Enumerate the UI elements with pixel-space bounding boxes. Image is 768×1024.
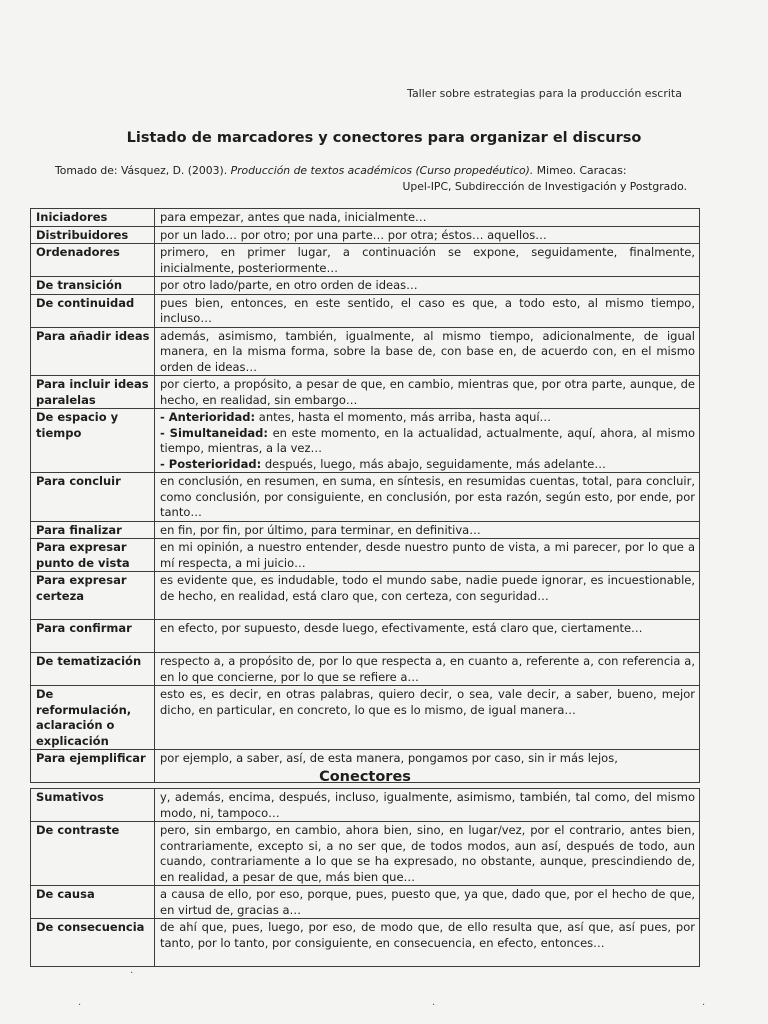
marker-category: De espacio y tiempo [31, 409, 155, 473]
citation-institution: Upel-IPC, Subdirección de Investigación y Postgrado. [402, 180, 687, 193]
marker-examples: esto es, es decir, en otras palabras, quiero decir, o sea, vale decir, a saber, bueno, mejor dicho, en particular, en concreto, lo que es lo mismo, de igual manera… [155, 686, 700, 750]
connector-category: Sumativos [31, 789, 155, 822]
connector-examples: a causa de ello, por eso, porque, pues, puesto que, ya que, dado que, por el hecho de que, en virtud de, gracias a… [155, 886, 700, 919]
sub-item-text: antes, hasta el momento, más arriba, hasta aquí… [258, 410, 552, 424]
marker-category: Para confirmar [31, 620, 155, 653]
marker-examples: en efecto, por supuesto, desde luego, efectivamente, está claro que, ciertamente… [155, 620, 700, 653]
marker-category: Para expresar certeza [31, 572, 155, 620]
marker-examples: primero, en primer lugar, a continuación se expone, seguidamente, finalmente, inicialmente, posteriormente… [155, 244, 700, 277]
table-row [31, 244, 700, 277]
marker-examples: en fin, por fin, por último, para terminar, en definitiva… [155, 521, 700, 539]
marker-category: Para ejemplificar [31, 750, 155, 783]
marker-category: Para incluir ideas paralelas [31, 376, 155, 409]
connector-examples: y, además, encima, después, incluso, igualmente, asimismo, también, tal como, del mismo modo, ni, tampoco… [155, 789, 700, 822]
table-row [31, 822, 700, 886]
sub-item [160, 426, 695, 457]
connector-examples: de ahí que, pues, luego, por eso, de modo que, de ello resulta que, así que, así pues, por tanto, por lo tanto, por consiguiente, en consecuencia, en efecto, entonces… [155, 919, 700, 967]
marker-examples: además, asimismo, también, igualmente, al mismo tiempo, adicionalmente, de igual manera, en la misma forma, sobre la base de, con base en, de acuerdo con, en el mismo orden de ideas… [155, 327, 700, 376]
sub-item-label: - Anterioridad: [160, 410, 256, 424]
marker-examples: para empezar, antes que nada, inicialmente… [155, 209, 700, 227]
marker-examples: por un lado… por otro; por una parte… por otra; éstos… aquellos… [155, 226, 700, 244]
table-row [31, 653, 700, 686]
marker-examples: pues bien, entonces, en este sentido, el caso es que, a todo esto, al mismo tiempo, incluso… [155, 294, 700, 327]
table-row [31, 521, 700, 539]
marker-category: De tematización [31, 653, 155, 686]
scan-speck: · [702, 1000, 706, 1011]
citation-publisher: Mimeo. Caracas: [536, 164, 627, 177]
connectors-table [30, 788, 700, 967]
connector-examples: pero, sin embargo, en cambio, ahora bien, sino, en lugar/vez, por el contrario, antes bien, contrariamente, excepto si, a no ser que, de todos modos, aun así, después de todo, aun cuando, contrariamente a lo que se ha expresado, no obstante, aunque, prescindiendo de, en realidad, a pesar de que, más bien que… [155, 822, 700, 886]
marker-category: Para concluir [31, 473, 155, 522]
sub-item [160, 410, 695, 426]
table-row [31, 789, 700, 822]
scan-speck: · [432, 1000, 436, 1011]
marker-category: De reformulación, aclaración o explicación [31, 686, 155, 750]
markers-table [30, 208, 700, 783]
marker-category: Distribuidores [31, 226, 155, 244]
sub-item-label: - Simultaneidad: [160, 425, 269, 440]
citation [55, 163, 687, 195]
marker-examples: en mi opinión, a nuestro entender, desde nuestro punto de vista, a mi parecer, por lo que a mí respecta, a mi juicio… [155, 539, 700, 572]
marker-category: Para expresar punto de vista [31, 539, 155, 572]
sub-item-text: después, luego, más abajo, seguidamente, más adelante… [264, 456, 606, 471]
connectors-heading: Conectores [319, 769, 411, 785]
marker-examples: por cierto, a propósito, a pesar de que, en cambio, mientras que, por otra parte, aunque, de hecho, en realidad, sin embargo… [155, 376, 700, 409]
marker-examples: por ejemplo, a saber, así, de esta manera, pongamos por caso, sin ir más lejos, [155, 750, 700, 783]
marker-examples: es evidente que, es indudable, todo el mundo sabe, nadie puede ignorar, es incuestionable, de hecho, en realidad, está claro que, con certeza, con seguridad… [155, 572, 700, 620]
table-row [31, 376, 700, 409]
sub-item-label: - Posterioridad: [160, 456, 262, 471]
marker-category: Para finalizar [31, 521, 155, 539]
marker-category: Iniciadores [31, 209, 155, 227]
connector-category: De causa [31, 886, 155, 919]
table-row [31, 327, 700, 376]
table-row [31, 686, 700, 750]
scan-speck: · [130, 968, 134, 979]
table-row [31, 620, 700, 653]
table-row [31, 919, 700, 967]
table-row [31, 209, 700, 227]
citation-work-title: Producción de textos académicos (Curso propedéutico). [230, 164, 534, 177]
table-row [31, 886, 700, 919]
citation-author: Tomado de: Vásquez, D. (2003). [55, 164, 228, 177]
marker-category: De transición [31, 277, 155, 295]
table-row [31, 294, 700, 327]
course-header: Taller sobre estrategias para la producción escrita [407, 87, 682, 100]
marker-examples: en conclusión, en resumen, en suma, en síntesis, en resumidas cuentas, total, para concluir, como conclusión, por consiguiente, en conclusión, por esta razón, según esto, por ende, por tanto… [155, 473, 700, 522]
marker-examples [155, 409, 700, 473]
marker-category: De continuidad [31, 294, 155, 327]
scan-speck: · [78, 1000, 82, 1011]
table-row [31, 277, 700, 295]
connector-category: De contraste [31, 822, 155, 886]
table-row [31, 572, 700, 620]
marker-category: Ordenadores [31, 244, 155, 277]
table-row [31, 539, 700, 572]
marker-examples: por otro lado/parte, en otro orden de ideas… [155, 277, 700, 295]
table-row [31, 226, 700, 244]
marker-examples: respecto a, a propósito de, por lo que respecta a, en cuanto a, referente a, con referencia a, en lo que concierne, por lo que se refiere a… [155, 653, 700, 686]
marker-category: Para añadir ideas [31, 327, 155, 376]
sub-item-text: en este momento, en la actualidad, actualmente, aquí, ahora, al mismo tiempo, mientras, a la vez… [160, 425, 696, 455]
page-title: Listado de marcadores y conectores para organizar el discurso [126, 130, 642, 146]
connector-category: De consecuencia [31, 919, 155, 967]
table-row [31, 473, 700, 522]
sub-item [160, 457, 695, 473]
table-row [31, 409, 700, 473]
